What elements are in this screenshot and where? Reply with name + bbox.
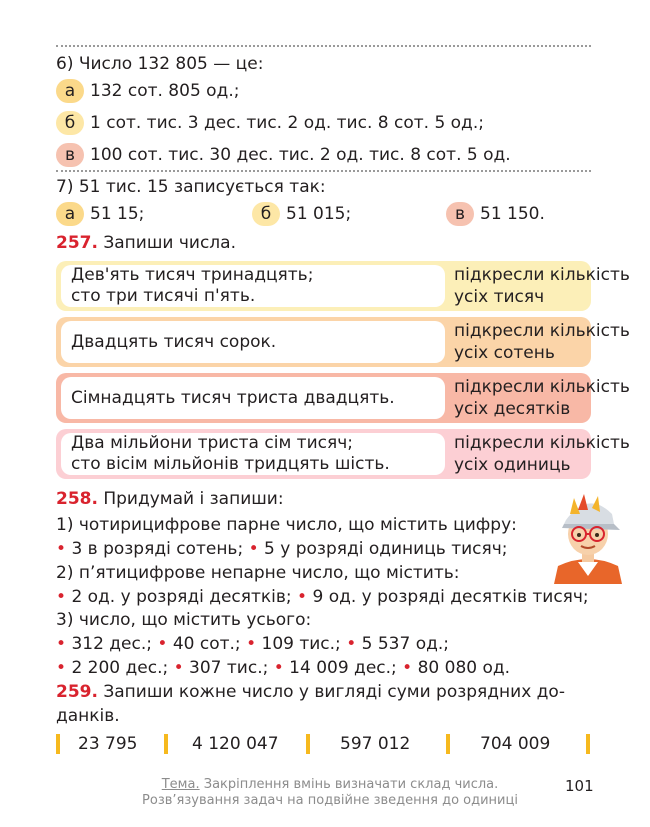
topic-text: Розв’язування задач на подвійне зведення до одиниці [142,793,518,808]
option-text: 132 сот. 805 од.; [90,81,240,101]
exercise-258-heading [56,488,284,510]
number-text: Сімнадцять тисяч триста двадцять. [71,387,395,408]
yellow-bar [164,734,168,754]
q6-question: 6) Число 132 805 — це: [56,54,264,74]
number-text-box [61,265,445,307]
bullet-icon: • [297,587,308,607]
q7-question: 7) 51 тис. 15 записується так: [56,177,326,197]
option-letter-badge: б [252,202,280,226]
exercise-258-part-3: 3) число, що містить усього: [56,610,312,630]
topic-label: Тема. [161,777,200,792]
exercise-258-part-1: 1) чотирицифрове парне число, що містить цифру: [56,515,517,535]
exercise-258-part-3-items-b: • 2 200 дес.; • 307 тис.; • 14 009 дес.; • 80 080 од. [56,658,511,678]
number-item: 704 009 [480,734,551,754]
exercise-258-part-2-items: • 2 од. у розряді десятків; • 9 од. у розряді десятків тисяч; [56,587,589,607]
bullet-icon: • [402,658,413,678]
option-letter-badge: в [446,202,474,226]
bullet-icon: • [273,658,284,678]
bullet-icon: • [346,634,357,654]
q6-option-a[interactable] [56,79,239,103]
yellow-bar [446,734,450,754]
task-text: підкресли кількість усіх тисяч [454,265,630,307]
bullet-icon: • [56,658,67,678]
bullet-icon: • [56,587,67,607]
bullet-icon: • [248,539,259,559]
exercise-number: 259. [56,682,98,702]
task-text: підкресли кількість усіх десятків [454,377,630,419]
bullet-icon: • [157,634,168,654]
divider [56,45,591,47]
task-text: підкресли кількість усіх сотень [454,321,630,363]
exercise-259-numbers [56,731,596,757]
number-text: Дев'ять тисяч тринадцять; [71,265,314,285]
exercise-258-part-2: 2) п’ятицифрове непарне число, що містить: [56,563,460,583]
q6-option-c[interactable] [56,143,511,167]
bullet-icon: • [56,539,67,559]
option-text: 51 015; [286,204,352,224]
number-text: Два мільйони триста сім тисяч; [71,433,353,453]
yellow-bar [56,734,60,754]
number-text-box [61,321,445,363]
exercise-258-part-3-items-a: • 312 дес.; • 40 сот.; • 109 тис.; • 5 537 од.; [56,634,449,654]
exercise-257-heading [56,232,236,254]
bullet-icon: • [56,634,67,654]
exercise-257-row-4 [56,429,630,479]
bullet-icon: • [246,634,257,654]
number-text: Двадцять тисяч сорок. [71,331,277,352]
exercise-258-part-1-items: • 3 в розряді сотень; • 5 у розряді одиниць тисяч; [56,539,508,559]
q7-option-b[interactable] [252,202,351,226]
option-letter-badge: а [56,79,84,103]
q7-option-c[interactable] [446,202,545,226]
number-text: сто вісім мільйонів тридцять шість. [71,454,390,474]
exercise-text: Запиши кожне число у вигляді суми розрядних до- [103,682,565,702]
exercise-259-heading [56,681,565,703]
option-text: 1 сот. тис. 3 дес. тис. 2 од. тис. 8 сот. 5 од.; [90,113,484,133]
option-text: 51 15; [90,204,145,224]
exercise-257-row-2 [56,317,630,367]
q6-option-b[interactable] [56,111,484,135]
number-text-box [61,377,445,419]
yellow-bar [586,734,590,754]
task-text: підкресли кількість усіх одиниць [454,433,630,475]
exercise-259-text-cont: данків. [56,706,120,726]
option-text: 51 150. [480,204,545,224]
exercise-number: 257. [56,233,98,253]
option-letter-badge: в [56,143,84,167]
divider [56,170,591,172]
option-letter-badge: б [56,111,84,135]
yellow-bar [306,734,310,754]
q7-option-a[interactable] [56,202,144,226]
option-text: 100 сот. тис. 30 дес. тис. 2 од. тис. 8 сот. 5 од. [90,145,511,165]
page-number: 101 [565,777,594,795]
exercise-number: 258. [56,489,98,509]
exercise-title: Придумай і запиши: [103,489,284,509]
exercise-257-row-3 [56,373,630,423]
boy-with-cap-illustration [548,484,628,584]
number-item: 597 012 [340,734,411,754]
number-item: 4 120 047 [192,734,279,754]
number-text: сто три тисячі п'ять. [71,286,256,306]
topic-text: Закріплення вмінь визначати склад числа. [203,777,499,792]
number-item: 23 795 [78,734,138,754]
exercise-257-row-1 [56,261,630,311]
exercise-title: Запиши числа. [103,233,236,253]
number-text-box [61,433,445,475]
page-footer [120,777,540,809]
bullet-icon: • [173,658,184,678]
option-letter-badge: а [56,202,84,226]
